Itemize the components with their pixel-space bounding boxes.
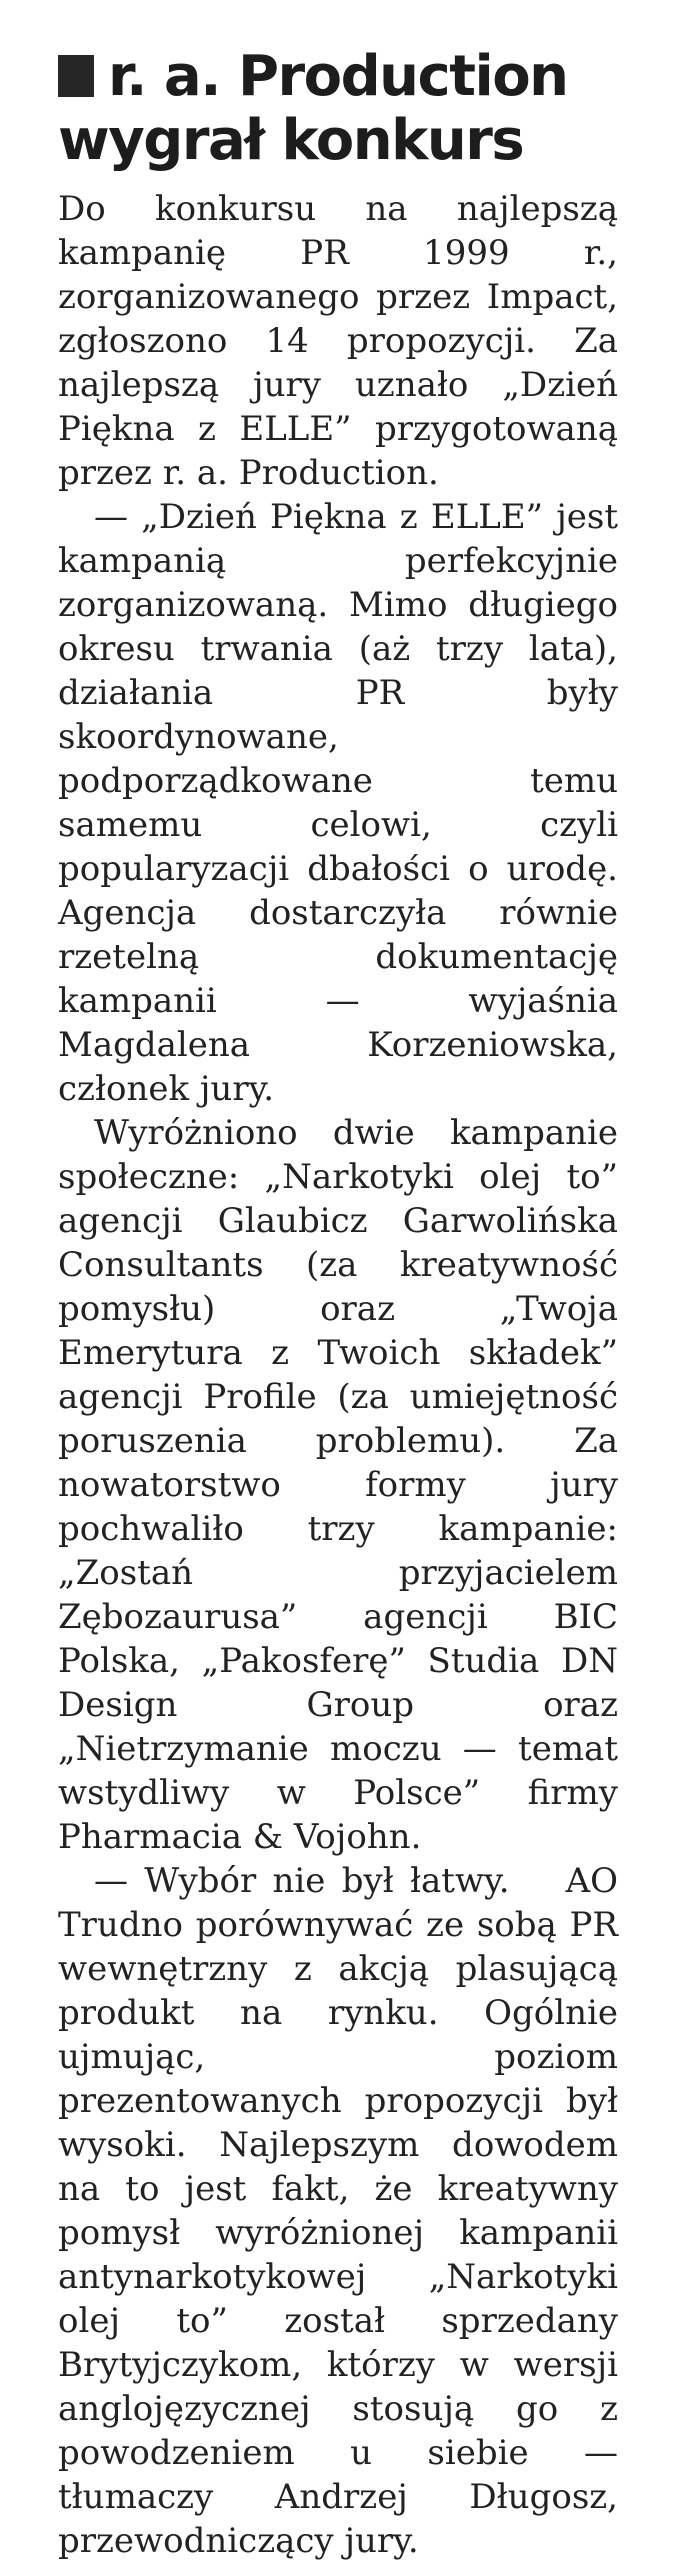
paragraph-4 [58,1859,618,2563]
paragraph-4-text: — Wybór nie był łatwy. Trudno porównywać ze sobą PR wewnętrzny z akcją plasującą produkt na rynku. Ogólnie ujmując, poziom prezentowanych propozycji był wysoki. Najlepszym dowodem na to jest fakt, że kreatywny pomysł wyróżnionej kampanii antynarkotykowej „Narkotyki olej to” został sprzedany Brytyjczykom, którzy w wersji anglojęzycznej stosują go z powodzeniem u siebie — tłumaczy Andrzej Długosz, przewodniczący jury. [58,1861,618,2561]
paragraph-1: Do konkursu na najlepszą kampanię PR 1999 r., zorganizowanego przez Impact, zgłoszono 14 propozycji. Za najlepszą jury uznało „Dzień Piękna z ELLE” przygotowaną przez r. a. Production. [58,189,618,493]
author-signature: AO [565,1861,618,1901]
paragraph-3: Wyróżniono dwie kampanie społeczne: „Narkotyki olej to” agencji Glaubicz Garwolińska Consultants (za kreatywność pomysłu) oraz „Twoja Emerytura z Twoich składek” agencji Profile (za umiejętność poruszenia problemu). Za nowatorstwo formy jury pochwaliło trzy kampanie: „Zostań przyjacielem Zębozaurusa” agencji BIC Polska, „Pakosferę” Studia DN Design Group oraz „Nietrzymanie moczu — temat wstydliwy w Polsce” firmy Pharmacia & Vojohn. [58,1113,618,1857]
article [58,45,618,2563]
headline-text-2: wygrał konkurs [58,108,524,173]
paragraph-2: — „Dzień Piękna z ELLE” jest kampanią perfekcyjnie zorganizowaną. Mimo długiego okresu trwania (aż trzy lata), działania PR były skoordynowane, podporządkowane temu samemu celowi, czyli popularyzacji dbałości o urodę. Agencja dostarczyła równie rzetelną dokumentację kampanii — wyjaśnia Magdalena Korzeniowska, członek jury. [58,497,618,1109]
article-body [58,187,618,2563]
headline-line-1 [58,45,618,109]
square-bullet-icon [58,55,94,97]
headline-text-1: r. a. Production [108,44,568,109]
headline [58,45,618,173]
